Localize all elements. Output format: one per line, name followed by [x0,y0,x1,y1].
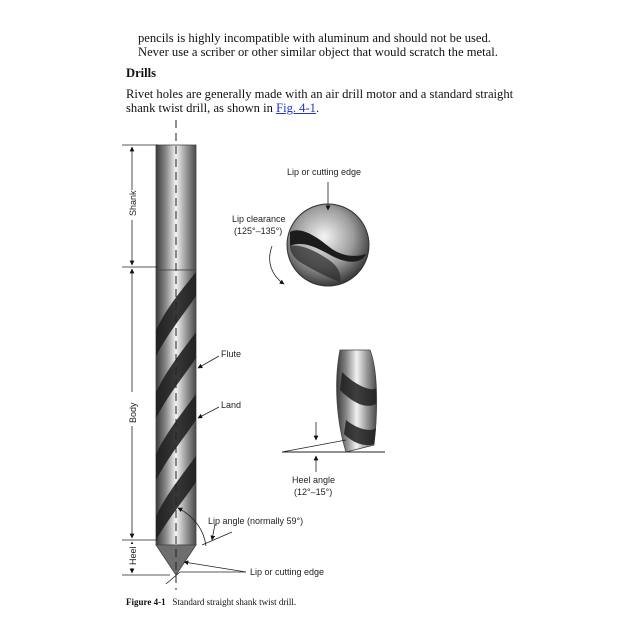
figure-caption-number: Figure 4-1 [126,597,166,607]
figure-caption-text: Standard straight shank twist drill. [172,597,297,607]
flute-label: Flute [221,349,242,359]
drill-tip-end-view [287,204,369,286]
heel-label: Heel [128,546,138,565]
lip-angle-label: Lip angle (normally 59°) [208,516,304,526]
heel-angle-range: (12°–15°) [294,487,333,497]
lip-cutting-edge-bottom-label: Lip or cutting edge [250,567,325,577]
lip-cutting-edge-top-label: Lip or cutting edge [287,167,362,177]
body-label: Body [128,402,138,423]
heel-angle-label: Heel angle [292,475,336,485]
shank-label: Shank [128,190,138,216]
section-heading: Drills [126,66,157,80]
land-label: Land [221,400,242,410]
heel-angle-view [282,350,385,472]
paragraph-line: Rivet holes are generally made with an air drill motor and a standard straight [126,87,514,101]
paragraph-text: shank twist drill, as shown in [126,101,277,115]
figure-caption [126,597,296,607]
lip-clearance-label: Lip clearance [232,214,286,224]
paragraph-line: pencils is highly incompatible with aluminum and should not be used. [138,31,491,45]
lip-clearance-range: (125°–135°) [234,226,283,236]
figure-link[interactable]: Fig. 4-1 [276,101,316,115]
paragraph-line: Never use a scriber or other similar object that would scratch the metal. [138,45,498,59]
paragraph-text: . [315,101,320,115]
